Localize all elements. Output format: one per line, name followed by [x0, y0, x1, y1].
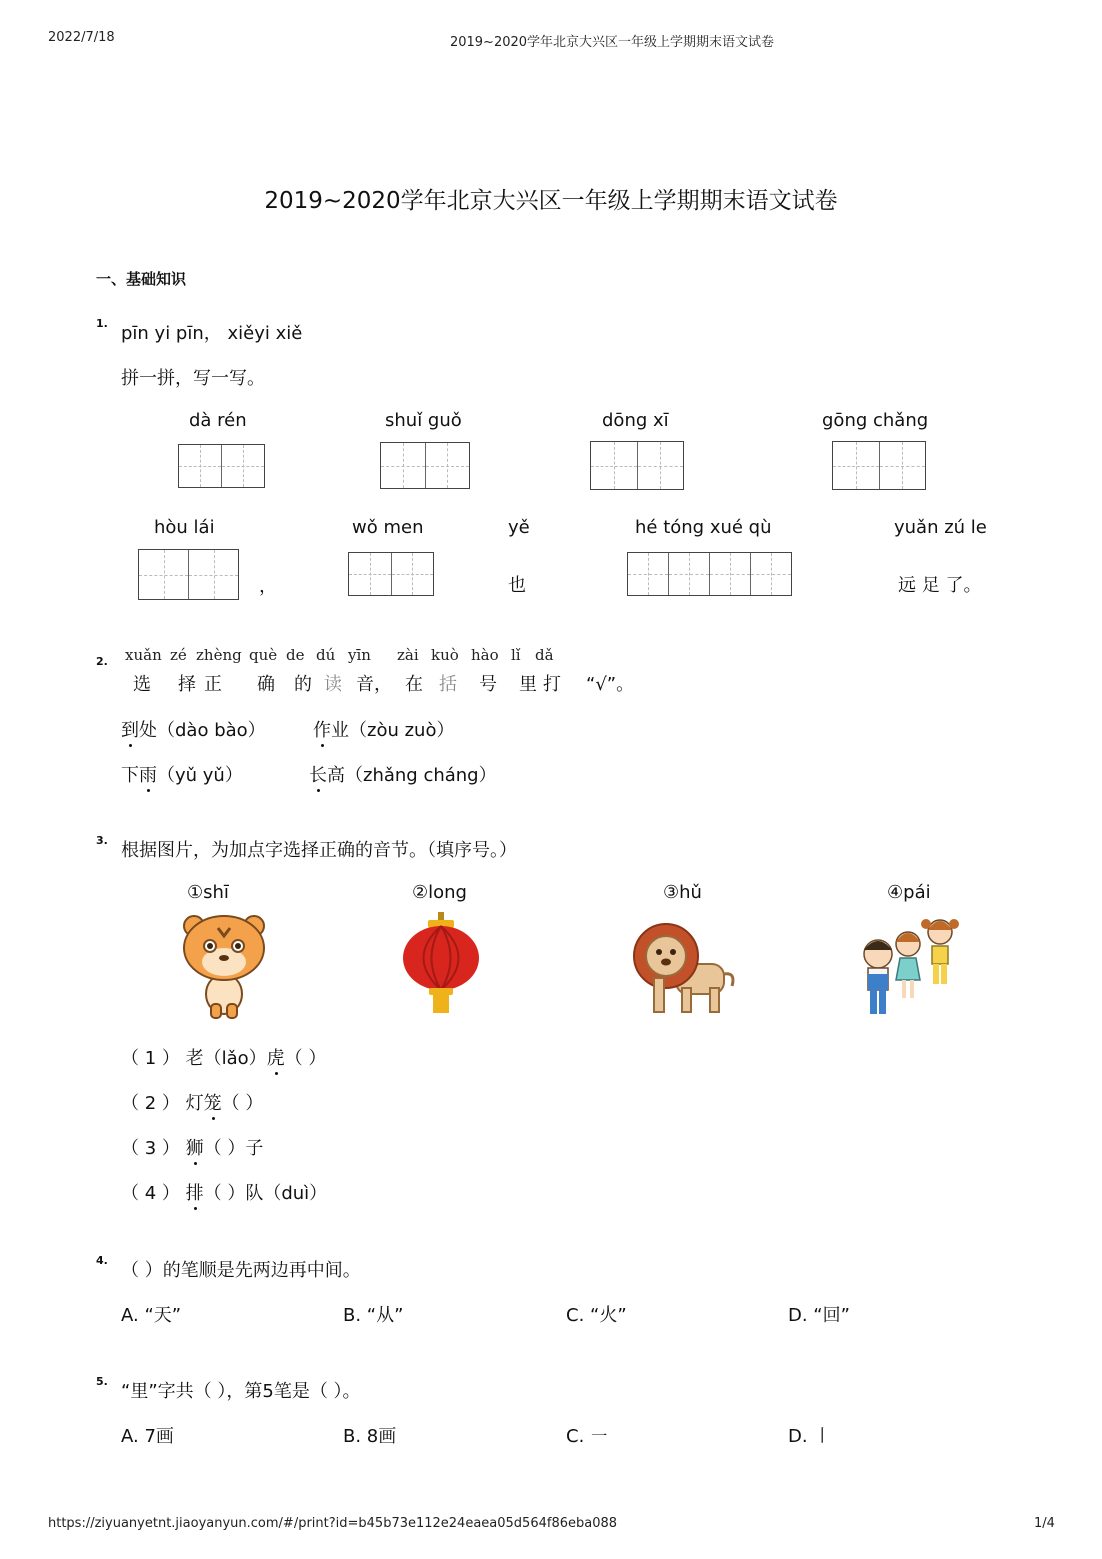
q1-pinyin-8: hé tóng xué qù — [635, 517, 772, 538]
dotted-char: 笼 — [203, 1093, 222, 1114]
q2-ruby-char: 选 — [133, 674, 151, 695]
section-heading: 一、基础知识 — [96, 270, 187, 288]
q1-char-ye: 也 — [508, 575, 526, 596]
question-number: 1. — [96, 317, 108, 330]
print-doc-title: 2019~2020学年北京大兴区一年级上学期期末语文试卷 — [449, 35, 775, 50]
writing-grid[interactable] — [627, 552, 792, 596]
q2-ruby-pinyin: zé — [170, 646, 187, 664]
lantern-image — [402, 912, 480, 1016]
q2-ruby-char: 号 — [479, 674, 497, 695]
writing-grid[interactable] — [590, 441, 684, 490]
q2-ruby-char: 的 — [294, 674, 312, 695]
q2-ruby-pinyin: dú — [316, 646, 336, 664]
q1-pinyin-1: dà rén — [189, 410, 247, 431]
q2-ruby-pinyin: zài — [397, 646, 419, 664]
writing-grid[interactable] — [832, 441, 926, 490]
q1-pinyin-4: gōng chǎng — [822, 410, 929, 431]
dotted-char: 虎 — [266, 1048, 285, 1069]
children-image — [858, 914, 978, 1018]
q3-item-3: （ 3 ） 狮（ ）子 — [121, 1138, 264, 1159]
q5-option-d[interactable]: D. ㇑ — [788, 1426, 832, 1447]
q2-ruby-char: 音， — [356, 674, 392, 695]
writing-grid[interactable] — [348, 552, 434, 596]
q3-option-1: ①shī — [187, 882, 229, 903]
q1-prompt: 拼一拼，写一写。 — [121, 368, 265, 389]
q4-option-d[interactable]: D. “回” — [788, 1305, 850, 1326]
q1-ending: 远 足 了。 — [898, 575, 982, 596]
question-number: 2. — [96, 655, 108, 668]
q2-ruby-pinyin: lǐ — [511, 646, 521, 664]
q4-option-a[interactable]: A. “天” — [121, 1305, 182, 1326]
writing-grid[interactable] — [138, 549, 239, 600]
dotted-char: 排 — [185, 1183, 204, 1204]
q2-ruby-char: 在 — [405, 674, 423, 695]
q2-item: 长高（zhǎng cháng） — [309, 765, 497, 786]
q2-ruby-pinyin: dǎ — [535, 646, 554, 664]
question-number: 3. — [96, 834, 108, 847]
q2-ruby-char: 正 — [204, 674, 222, 695]
question-number: 5. — [96, 1375, 108, 1388]
q2-ruby-pinyin: zhèng — [196, 646, 242, 664]
tiger-image — [178, 910, 270, 1020]
q3-option-2: ②long — [412, 882, 467, 903]
footer-url[interactable]: https://ziyuanyetnt.jiaoyanyun.com/#/print?id=b45b73e112e24eaea05d564f86eba088 — [48, 1516, 618, 1531]
q2-ruby-char: 里 — [519, 674, 537, 695]
q2-item: 下雨（yǔ yǔ） — [121, 765, 243, 786]
q2-ruby-char: 择 — [178, 674, 196, 695]
q4-prompt: （ ）的笔顺是先两边再中间。 — [121, 1260, 361, 1281]
q2-ruby-char: 打 — [543, 674, 561, 695]
q5-prompt: “里”字共（ ），第5笔是（ ）。 — [121, 1381, 361, 1402]
q2-ruby-pinyin: de — [286, 646, 305, 664]
writing-grid[interactable] — [380, 442, 470, 489]
q1-pinyin-6: wǒ men — [352, 517, 424, 538]
q5-option-b[interactable]: B. 8画 — [343, 1426, 397, 1447]
q2-tail: “√”。 — [586, 674, 635, 695]
q3-item-4: （ 4 ） 排（ ）队（duì） — [121, 1183, 328, 1204]
q1-pinyin-prompt: pīn yi pīn， xiěyi xiě — [121, 323, 303, 344]
q3-option-3: ③hǔ — [663, 882, 702, 903]
q4-option-b[interactable]: B. “从” — [343, 1305, 404, 1326]
q4-option-c[interactable]: C. “火” — [566, 1305, 627, 1326]
print-date: 2022/7/18 — [48, 30, 115, 45]
q1-comma: ， — [259, 576, 277, 597]
q3-item-1: （ 1 ） 老（lǎo）虎（ ） — [121, 1048, 327, 1069]
dotted-char: 作 — [313, 720, 331, 741]
q5-option-c[interactable]: C. ㇐ — [566, 1426, 609, 1447]
q2-ruby-pinyin: hào — [471, 646, 499, 664]
question-number: 4. — [96, 1254, 108, 1267]
q2-ruby-pinyin: xuǎn — [125, 646, 162, 664]
q2-ruby-pinyin: kuò — [431, 646, 459, 664]
q1-pinyin-2: shuǐ guǒ — [385, 410, 462, 431]
q2-item: 到处（dào bào） — [121, 720, 266, 741]
q1-pinyin-3: dōng xī — [602, 410, 669, 431]
q3-prompt: 根据图片，为加点字选择正确的音节。（填序号。） — [121, 840, 517, 861]
q1-pinyin-9: yuǎn zú le — [894, 517, 987, 538]
q1-pinyin-5: hòu lái — [154, 517, 215, 538]
dotted-char: 雨 — [139, 765, 157, 786]
q2-ruby-char: 读 — [324, 674, 342, 695]
q2-ruby-pinyin: yīn — [348, 646, 371, 664]
page-title: 2019~2020学年北京大兴区一年级上学期期末语文试卷 — [264, 188, 838, 214]
page-number: 1/4 — [1034, 1516, 1055, 1531]
dotted-char: 长 — [309, 765, 327, 786]
q3-item-2: （ 2 ） 灯笼（ ） — [121, 1093, 264, 1114]
q2-ruby-char: 确 — [257, 674, 275, 695]
dotted-char: 到 — [121, 720, 139, 741]
q2-ruby-pinyin: què — [249, 646, 278, 664]
writing-grid[interactable] — [178, 444, 265, 488]
q5-option-a[interactable]: A. 7画 — [121, 1426, 174, 1447]
lion-image — [632, 918, 736, 1016]
q2-ruby-char: 括 — [439, 674, 457, 695]
dotted-char: 狮 — [185, 1138, 204, 1159]
q3-option-4: ④pái — [887, 882, 931, 903]
q1-pinyin-7: yě — [508, 517, 530, 538]
q2-item: 作业（zòu zuò） — [313, 720, 455, 741]
